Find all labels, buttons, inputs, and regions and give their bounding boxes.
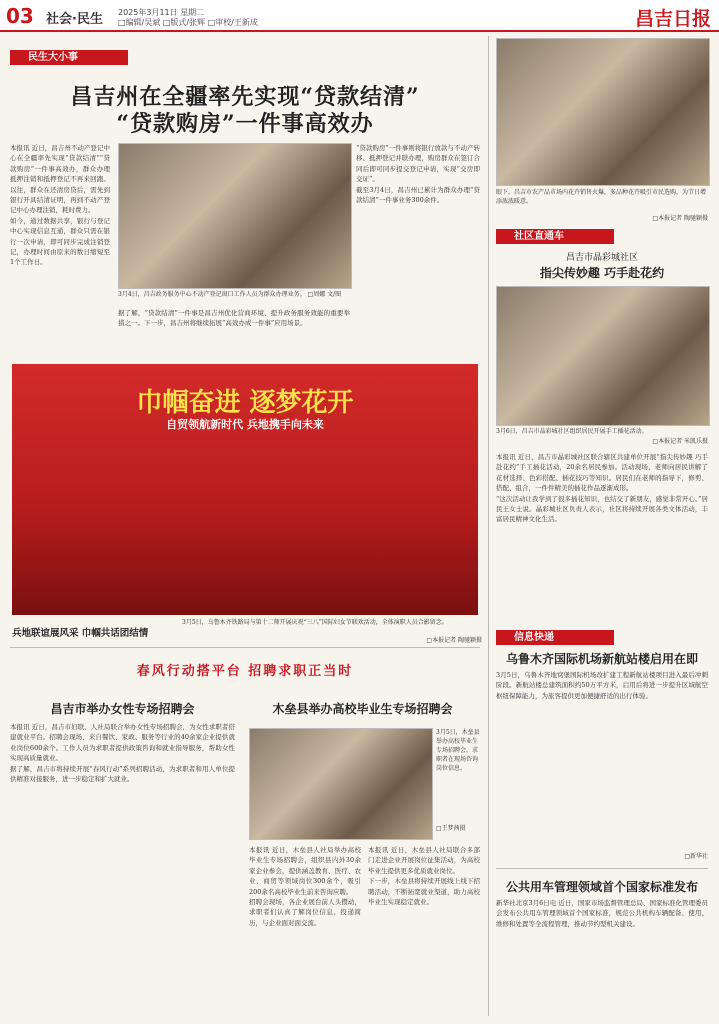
stage-photo [12, 364, 478, 615]
jobs-divider [10, 647, 480, 648]
market-photo [496, 38, 710, 186]
page-number: 03 [6, 4, 34, 28]
stage-photo-caption: 3月5日，乌鲁木齐铁路局与第十二师开展庆祝“三八”国际妇女节联欢活动，全体演职人员合影留念。 [182, 619, 448, 626]
jobs-mid-title: 木垒县举办高校毕业生专场招聘会 [272, 702, 453, 716]
jobs-photo-caption: 3月5日，木垒县举办高校毕业生专场招聘会，求职者在现场咨询岗位信息。 [436, 729, 480, 772]
market-photo-credit: □本报记者 陶驰颖摄 [652, 215, 708, 222]
lead-photo-caption: 3月4日，昌吉政务服务中心不动产登记窗口工作人员为群众办理业务。 □周娜 文/图 [118, 291, 342, 298]
community-body: 本报讯 近日，昌吉市晶彩城社区联合辖区共建单位开展“指尖传妙趣 巧手赴花约”手工插花活动，20余名居民参加。活动现场，老师向居民讲解了花材选择、色彩搭配、插花技巧等知识。居民们在老师的指导下，修剪、搭配、组合，一件件精美的插花作品逐渐成形。 “这次活动让我学到了很多插花知识，也结交了新朋友，感觉非常开心。”居民王女士说。晶彩城社区负责人表示，社区将持续开展各类文体活动，丰富居民精神文化生活。 [496, 453, 708, 524]
lead-body-col3: “贷款购房”一件事则将银行放款与不动产转移、抵押登记并联办理，购房群众在签订合同后即可同步提交登记申请，实现“交房即交证”。 截至3月4日，昌吉州已累计为群众办理“贷款结清”一件事业务300余件。 [356, 144, 480, 205]
column-divider [488, 36, 489, 1016]
issue-date: 2025年3月11日 星期二 [118, 8, 205, 17]
lead-photo [118, 143, 352, 289]
masthead [0, 0, 719, 32]
jobs-left-title: 昌吉市举办女性专场招聘会 [50, 702, 195, 716]
section-name: 社会·民生 [46, 12, 103, 27]
jobs-photo-credit: □王梦茜摄 [436, 825, 466, 832]
jobs-ribbon: 春风行动搭平台 招聘求职正当时 [136, 664, 354, 679]
market-photo-caption: 眼下，昌吉市农产品市场内花卉销售火爆，多品种花卉吸引市民选购，为节日增添浓浓暖意。 [496, 189, 707, 205]
community-photo-credit: □本报记者 米凯乐摄 [652, 438, 708, 445]
jobs-left-body: 本报讯 近日，昌吉市妇联、人社局联合举办女性专场招聘会，为女性求职者搭建就业平台。招聘会现场，来自餐饮、家政、服务等行业的40余家企业提供就业岗位600余个。工作人员为求职者提供政策咨询和就业指导服务，帮助女性实现高质量就业。 据了解，昌吉市将持续开展“春风行动”系列招聘活动，为求职者和用人单位提供精准对接服务，进一步稳定和扩大就业。 [10, 723, 235, 784]
lead-body-col2: 据了解，“贷款结清”一件事是昌吉州优化营商环境、提升政务服务效能的重要举措之一。下一步，昌吉州将继续拓展“高效办成一件事”应用场景。 [118, 309, 350, 328]
stage-banner-main: 巾帼奋进 逐梦花开 [136, 388, 354, 418]
jobs-photo [249, 728, 433, 840]
stage-photo-credit: □本报记者 陶驰颖摄 [426, 637, 482, 644]
community-kicker: 昌吉市晶彩城社区 [565, 253, 638, 263]
community-tag: 社区直通车 [496, 229, 614, 244]
stage-photo-title: 兵地联谊展风采 巾帼共话团结情 [12, 628, 149, 639]
community-title: 指尖传妙趣 巧手赴花约 [539, 266, 665, 280]
lead-tag: 民生大小事 [10, 50, 128, 65]
lead-title-line2: “贷款购房”一件事高效办 [116, 111, 374, 137]
airport-credit: □新华社 [684, 853, 708, 860]
issue-editors: □编辑/吴斌 □版式/张辉 □审校/王新成 [118, 18, 258, 27]
fund-body: 新华社北京3月6日电 近日，国家市场监督管理总局、国家标准化管理委员会发布公共用车管理领域首个国家标准，规范公共机构车辆配备、使用、维修和处置等全流程管理，推动节约型机关建设。 [496, 899, 708, 928]
airport-title: 乌鲁木齐国际机场新航站楼启用在即 [505, 652, 698, 666]
community-photo-caption: 3月6日，昌吉市晶彩城社区组织居民开展手工插花活动。 [496, 428, 648, 435]
airport-body: 3月5日，乌鲁木齐地窝堡国际机场改扩建工程新航站楼项目进入最后冲刺阶段。新航站楼总建筑面积约50万平方米，启用后将进一步提升区域航空枢纽保障能力，为旅客提供更加便捷舒适的出行体验。 [496, 671, 708, 700]
lead-title-line1: 昌吉州在全疆率先实现“贷款结清” [70, 84, 420, 110]
lead-body-col1: 本报讯 近日，昌吉州不动产登记中心在全疆率先实现“贷款结清”“贷款购房”一件事高效办，群众办理抵押注销和抵押登记不再来回跑。以往，群众在还清房贷后，需先到银行开具结清证明，再到不动产登记中心办理注销，耗时费力。 如今，通过数据共享，银行与登记中心实现信息互通，群众只需在银行一次申请，即可同步完成注销登记，办理时间由原来的数日缩短至1个工作日。 [10, 144, 110, 267]
community-photo [496, 286, 710, 426]
newspaper-brand: 昌吉日报 [634, 8, 711, 30]
info-tag: 信息快递 [496, 630, 614, 645]
jobs-right-body: 本报讯 近日，木垒县人社局联合多部门走进企业开展岗位征集活动，为高校毕业生提供更多优质就业岗位。 下一步，木垒县将持续开展线上线下招聘活动，不断拓宽就业渠道，助力高校毕业生实现稳定就业。 [368, 846, 480, 907]
fund-title: 公共用车管理领域首个国家标准发布 [505, 880, 698, 894]
jobs-mid-body: 本报讯 近日，木垒县人社局举办高校毕业生专场招聘会，组织县内外30余家企业参会，提供涵盖教育、医疗、农业、商贸等领域岗位300余个，吸引200余名高校毕业生前来咨询应聘。 招聘会现场，各企业展台前人头攒动，求职者们认真了解岗位信息、投递简历，与企业面对面交流。 [249, 846, 361, 927]
info-divider [496, 868, 708, 869]
issue-meta [118, 8, 258, 28]
stage-banner-sub: 自贸领航新时代 兵地携手向未来 [166, 418, 324, 431]
